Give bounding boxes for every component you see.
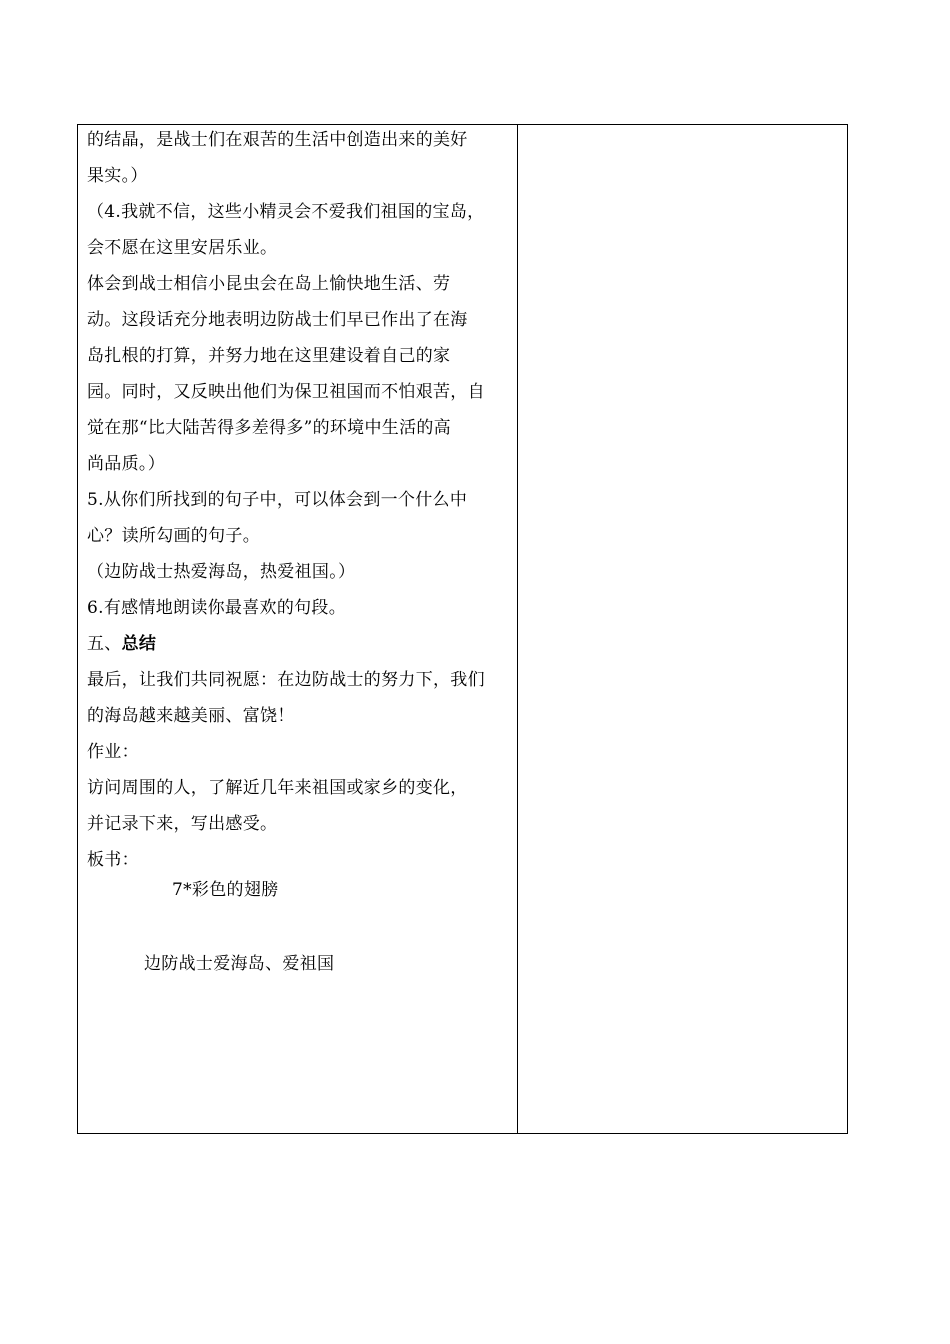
text-line: 果实。） [87,166,148,186]
lesson-table [77,124,848,1134]
text-line: （边防战士热爱海岛，热爱祖国。） [87,562,356,582]
text-line: 作业： [87,742,139,762]
text-line: 板书： [87,850,139,870]
lesson-content-cell [78,125,518,1133]
text-line: （4.我就不信，这些小精灵会不爱我们祖国的宝岛， [87,202,485,222]
empty-notes-cell [518,125,847,1133]
section-number: 五、 [87,634,122,654]
text-line: 会不愿在这里安居乐业。 [87,238,278,258]
board-title: 7*彩色的翅膀 [172,880,279,900]
text-line: 动。这段话充分地表明边防战士们早已作出了在海 [87,310,468,330]
text-line: 6.有感情地朗读你最喜欢的句段。 [87,598,347,618]
text-line: 觉在那“比大陆苦得多差得多”的环境中生活的高 [87,418,451,438]
text-line: 的海岛越来越美丽、富饶！ [87,706,295,726]
text-line: 并记录下来，写出感受。 [87,814,278,834]
board-theme: 边防战士爱海岛、爱祖国 [144,954,335,974]
text-line: 最后，让我们共同祝愿：在边防战士的努力下，我们 [87,670,485,690]
text-line: 心？读所勾画的句子。 [87,526,260,546]
text-line: 体会到战士相信小昆虫会在岛上愉快地生活、劳 [87,274,451,294]
text-line: 的结晶，是战士们在艰苦的生活中创造出来的美好 [87,130,468,150]
text-line: 访问周围的人，了解近几年来祖国或家乡的变化， [87,778,468,798]
text-line: 岛扎根的打算，并努力地在这里建设着自己的家 [87,346,451,366]
text-line: 5.从你们所找到的句子中，可以体会到一个什么中 [87,490,468,510]
section-title: 总结 [121,634,157,654]
section-heading [87,633,156,655]
text-line: 园。同时，又反映出他们为保卫祖国而不怕艰苦，自 [87,382,485,402]
text-line: 尚品质。） [87,454,165,474]
